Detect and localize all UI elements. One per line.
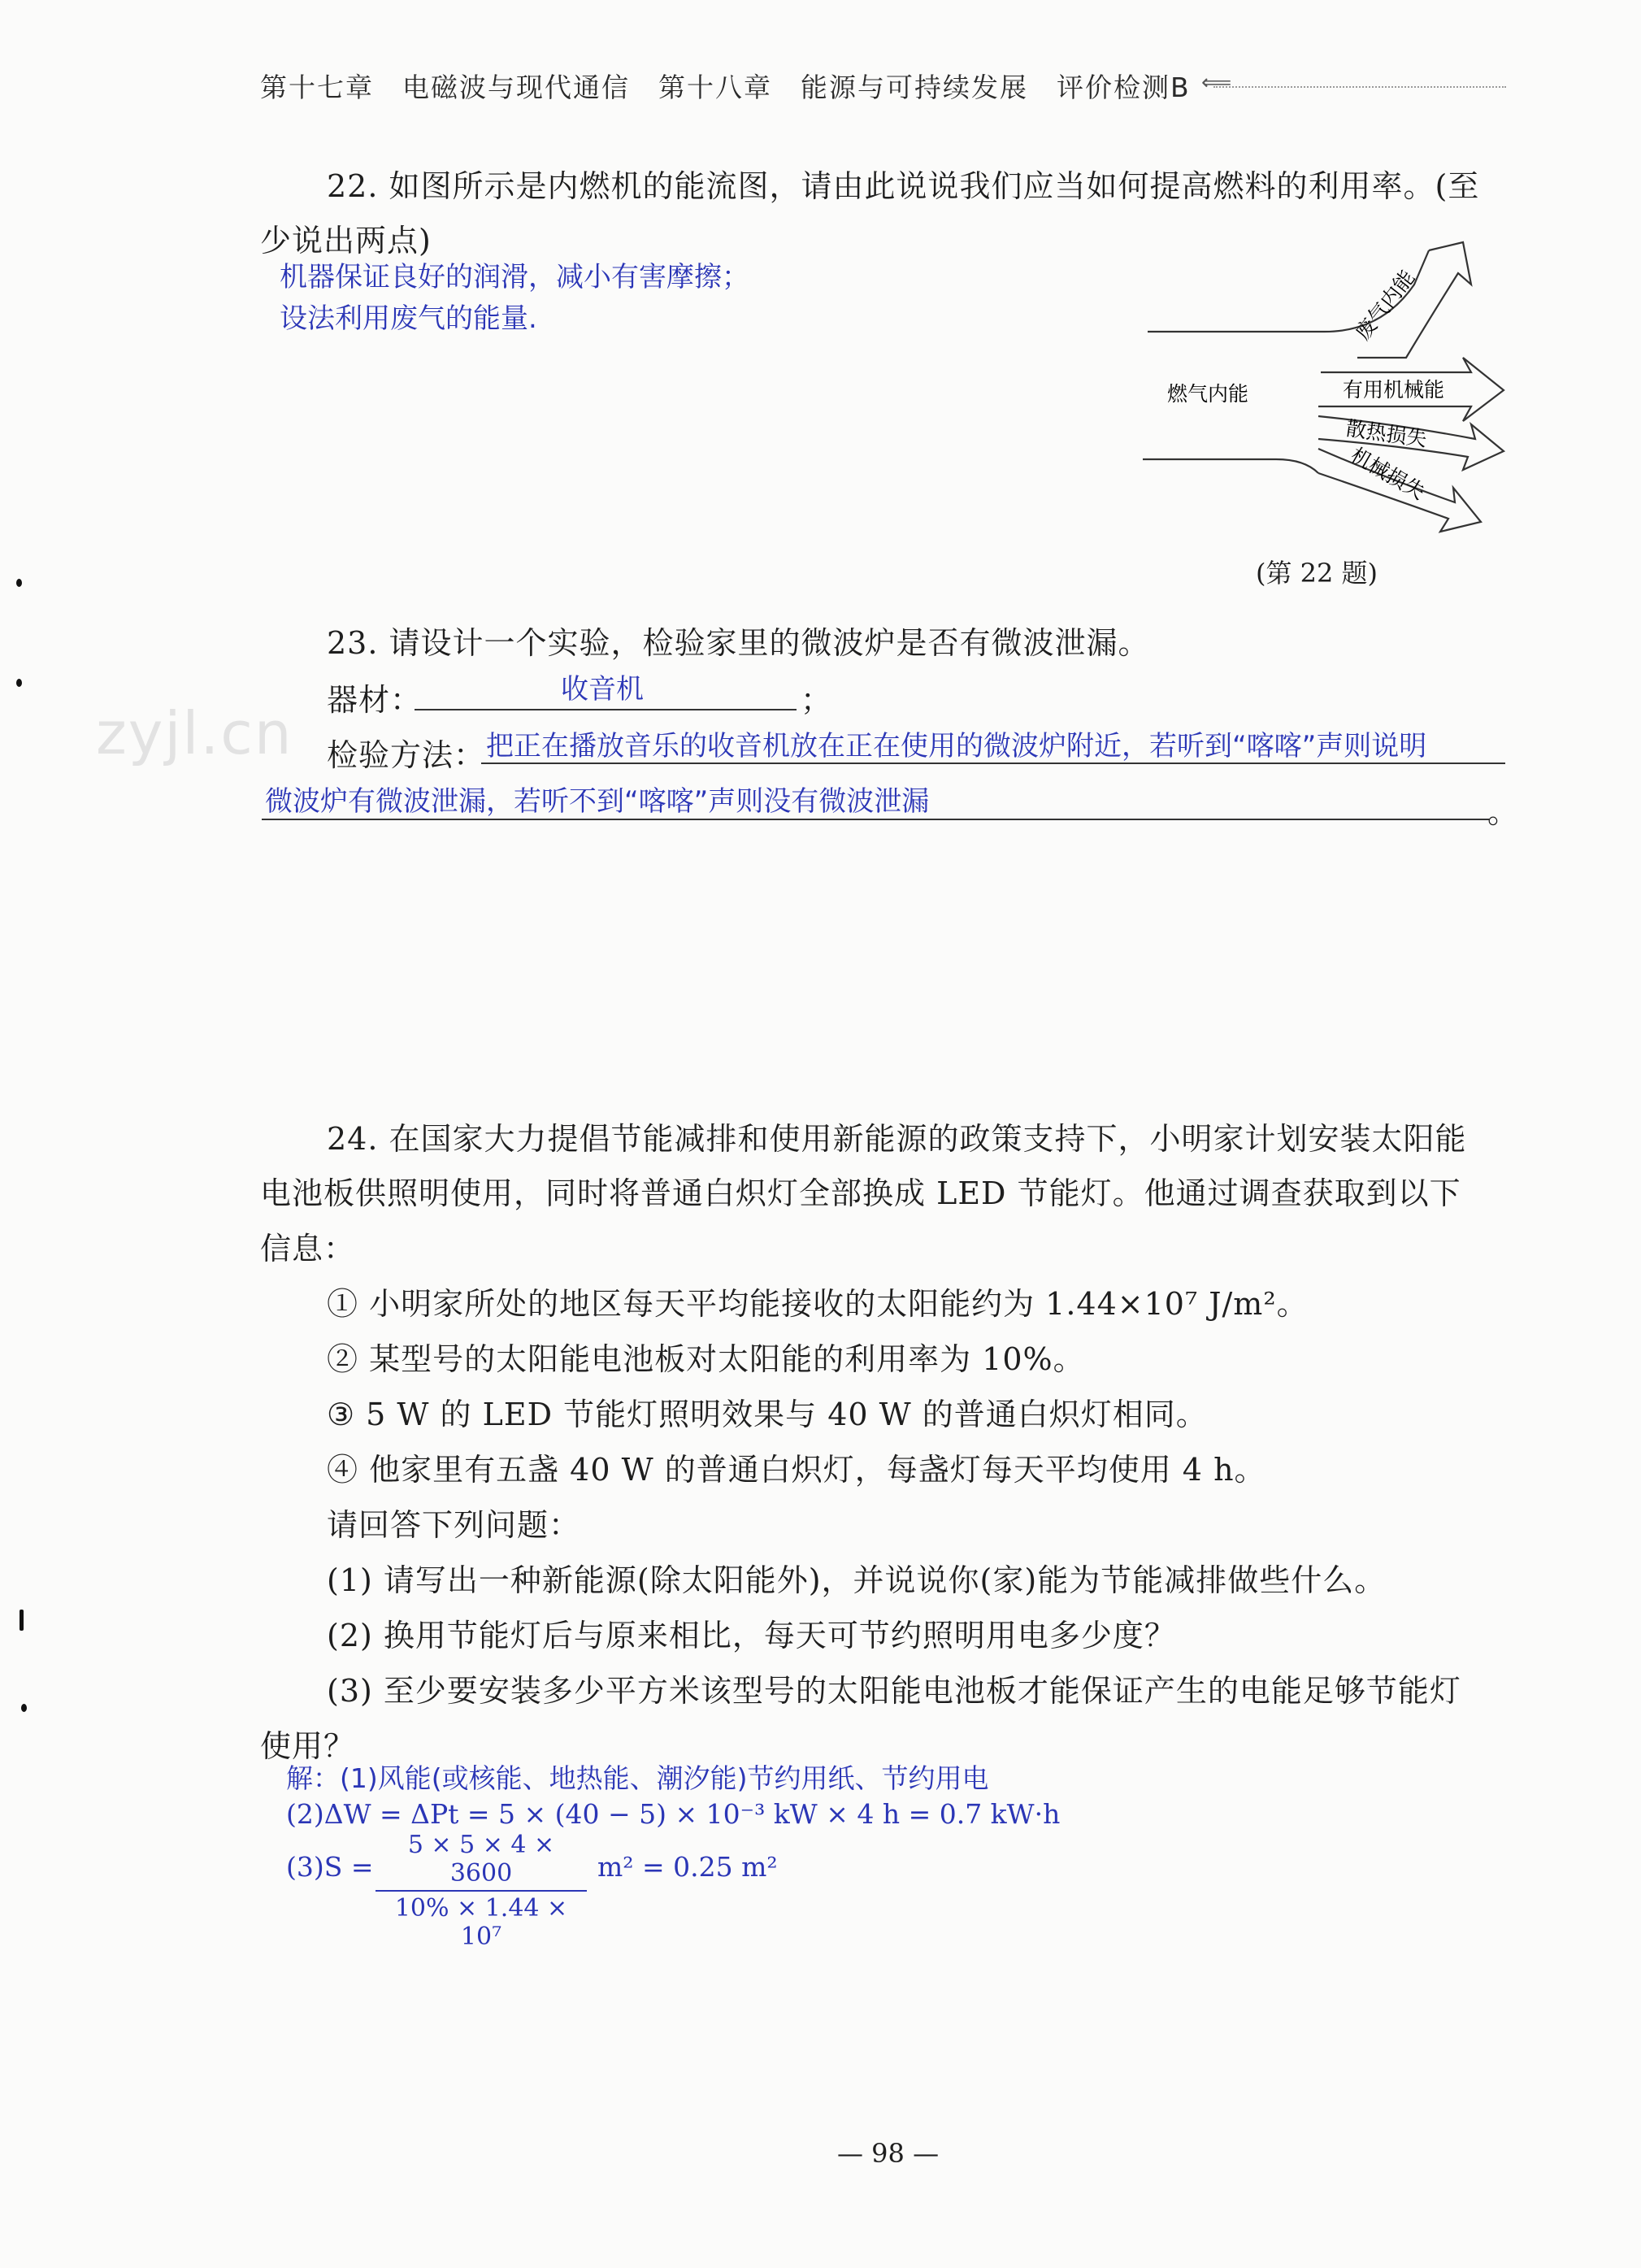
fraction-bar xyxy=(376,1890,587,1892)
watermark: zyjl.cn xyxy=(96,699,293,767)
q22-answer-line1: 机器保证良好的润滑，减小有害摩擦； xyxy=(280,261,749,293)
q24-sub-3-line2: 使用？ xyxy=(260,1728,356,1764)
fraction-numerator: 5 × 5 × 4 × 3600 xyxy=(407,1831,555,1888)
margin-mark xyxy=(16,579,22,587)
label-heat: 散热损失 xyxy=(1344,416,1429,451)
margin-mark xyxy=(21,1704,27,1712)
q24-solution-3-suffix: m² = 0.25 m² xyxy=(597,1851,778,1883)
q24-info-3: ③ 5 W 的 LED 节能灯照明效果与 40 W 的普通白炽灯相同。 xyxy=(327,1397,1208,1432)
q23-equipment-label: 器材： xyxy=(327,682,423,718)
q22-stem-line2: 少说出两点) xyxy=(260,223,432,259)
q22-answer-line2: 设法利用废气的能量. xyxy=(280,302,537,335)
q24-info-4: ④ 他家里有五盏 40 W 的普通白炽灯，每盏灯每天平均使用 4 h。 xyxy=(327,1452,1266,1488)
flow-lower-boundary xyxy=(1143,459,1318,473)
q22-diagram-caption: (第 22 题) xyxy=(1256,558,1378,589)
header-arrow-icon: ⟸ xyxy=(1201,71,1232,95)
q24-solution-2: (2)ΔW = ΔPt = 5 × (40 − 5) × 10⁻³ kW × 4 h = 0.7 kW·h xyxy=(286,1798,1061,1830)
q24-solution-3-fraction xyxy=(376,1831,587,1951)
fraction-denominator: 10% × 1.44 × 10⁷ xyxy=(394,1894,568,1951)
margin-mark xyxy=(16,679,22,687)
q24-stem-line1: 24. 在国家大力提倡节能减排和使用新能源的政策支持下，小明家计划安装太阳能 xyxy=(327,1121,1467,1157)
q23-stem: 23. 请设计一个实验，检验家里的微波炉是否有微波泄漏。 xyxy=(327,625,1150,661)
q23-semicolon: ； xyxy=(801,682,833,718)
label-exhaust: 废气内能 xyxy=(1350,266,1420,345)
label-useful: 有用机械能 xyxy=(1343,378,1445,402)
q24-stem-line3: 信息： xyxy=(260,1231,356,1267)
q24-info-2: ② 某型号的太阳能电池板对太阳能的利用率为 10%。 xyxy=(327,1341,1085,1377)
q24-prompt: 请回答下列问题： xyxy=(327,1507,581,1543)
q23-method-label: 检验方法： xyxy=(327,737,486,773)
q24-solution-3-prefix: (3)S = xyxy=(286,1851,374,1883)
q24-sub-3-line1: (3) 至少要安装多少平方米该型号的太阳能电池板才能保证产生的电能足够节能灯 xyxy=(327,1673,1461,1709)
q23-period: 。 xyxy=(1487,794,1520,830)
q23-method-answer-line1: 把正在播放音乐的收音机放在正在使用的微波炉附近，若听到“喀喀”声则说明 xyxy=(486,730,1427,763)
energy-flow-diagram xyxy=(1130,236,1512,545)
q23-equipment-answer: 收音机 xyxy=(561,673,644,706)
q22-stem-line1: 22. 如图所示是内燃机的能流图，请由此说说我们应当如何提高燃料的利用率。(至 xyxy=(327,168,1480,204)
q23-equipment-underline xyxy=(415,709,797,710)
label-source: 燃气内能 xyxy=(1167,382,1249,406)
page-header: 第十七章 电磁波与现代通信 第十八章 能源与可持续发展 评价检测B xyxy=(260,72,1191,103)
header-dotted-line xyxy=(1213,86,1506,88)
q24-info-1: ① 小明家所处的地区每天平均能接收的太阳能约为 1.44×10⁷ J/m²。 xyxy=(327,1286,1309,1322)
q24-sub-1: (1) 请写出一种新能源(除太阳能外)，并说说你(家)能为节能减排做些什么。 xyxy=(327,1562,1387,1598)
q24-stem-line2: 电池板供照明使用，同时将普通白炽灯全部换成 LED 节能灯。他通过调查获取到以下 xyxy=(260,1175,1461,1211)
margin-mark xyxy=(20,1610,24,1631)
q23-method-underline2 xyxy=(262,819,1489,820)
q23-method-answer-line2: 微波炉有微波泄漏，若听不到“喀喀”声则没有微波泄漏 xyxy=(265,785,930,818)
q23-method-underline1 xyxy=(481,763,1505,764)
q24-sub-2: (2) 换用节能灯后与原来相比，每天可节约照明用电多少度？ xyxy=(327,1618,1176,1653)
q24-solution-1: 解：(1)风能(或核能、地热能、潮汐能)节约用纸、节约用电 xyxy=(286,1762,989,1794)
page-number: — 98 — xyxy=(837,2138,940,2169)
label-mech: 机械损失 xyxy=(1347,443,1430,505)
